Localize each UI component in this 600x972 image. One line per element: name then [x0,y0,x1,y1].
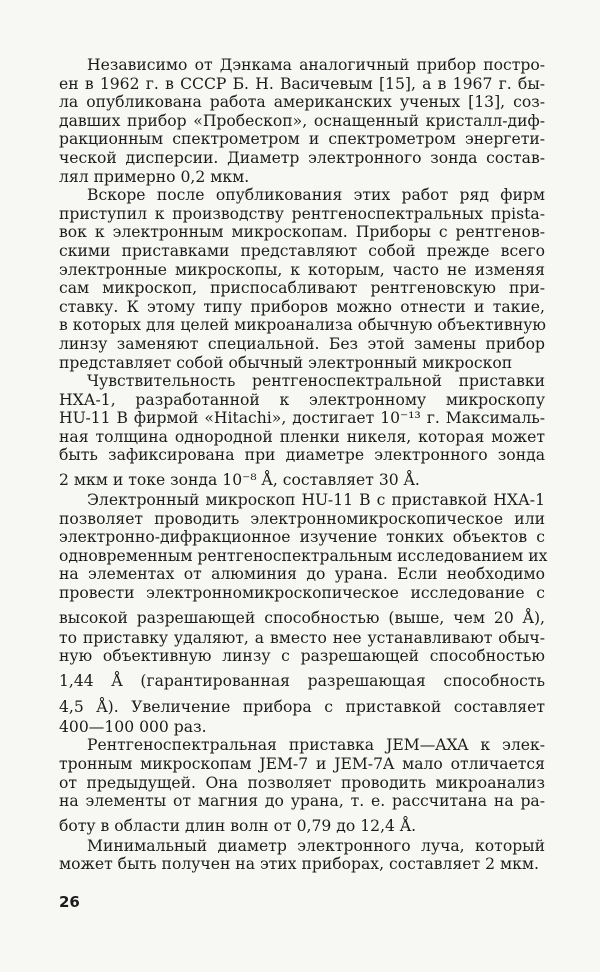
text-line: приступил к производству рентгеноспектральных прista- [59,204,545,223]
text-line: Рентгеноспектральная приставка JEM—AXA к элек- [87,736,545,755]
text-line: одновременным рентгеноспектральным исследованием их [59,546,548,565]
text-line: 2 мкм и токе зонда 10⁻⁸ Å, составляет 30 Å. [59,471,420,490]
text-line: электронно-дифракционное изучение тонких объектов с [59,528,545,547]
text-line: ен в 1962 г. в СССР Б. Н. Васичевым [15], а в 1967 г. бы- [59,74,545,93]
text-line: то приставку удаляют, а вместо нее устанавливают обыч- [59,628,545,647]
text-line: Вскоре после опубликования этих работ ряд фирм [87,186,545,205]
text-line: электронные микроскопы, к которым, часто не изменяя [59,260,545,279]
text-line: 1,44 Å (гарантированная разрешающая способность [59,671,545,690]
text-line: сам микроскоп, приспосабливают рентгеновскую при- [59,279,545,298]
text-line: Независимо от Дэнкама аналогичный прибор постро- [87,56,545,74]
text-line: может быть получен на этих приборах, составляет 2 мкм. [59,855,539,874]
text-line: линзу заменяют специальной. Без этой замены прибор [59,334,545,353]
paragraph [59,491,548,736]
text-line: ла опубликована работа американских ученых [13], соз- [59,93,545,112]
paragraph [59,372,545,491]
text-line: быть зафиксирована при диаметре электронного зонда [59,446,545,465]
text-line: провести электронномикроскопическое исследование с [59,584,545,603]
text-line: скими приставками представляют собой прежде всего [59,241,545,260]
text-line: на элементы от магния до урана, т. е. рассчитана на ра- [59,792,545,811]
text-line: тронным микроскопам JEM-7 и JEM-7A мало отличается [59,755,545,773]
paragraph [59,736,545,836]
text-line: ная толщина однородной пленки никеля, которая может [59,427,545,446]
text-line: HU-11 B фирмой «Hitachi», достигает 10⁻¹³ г. Максималь- [59,409,545,428]
text-line: лял примерно 0,2 мкм. [59,167,250,186]
text-line: 4,5 Å). Увеличение прибора с приставкой составляет [59,697,545,716]
text-line: представляет собой обычный электронный микроскоп [59,353,513,372]
text-line: Минимальный диаметр электронного луча, который [87,836,545,855]
text-line: ракционным спектрометром и спектрометром энергети- [59,130,545,149]
text-line: боту в области длин волн от 0,79 до 12,4 Å. [59,816,417,835]
text-line: от предыдущей. Она позволяет проводить микроанализ [59,773,545,792]
text-line: высокой разрешающей способностью (выше, чем 20 Å), [59,608,545,627]
paragraph [59,56,545,186]
text-line: ную объективную линзу с разрешающей способностью [59,647,545,666]
text-line: Электронный микроскоп HU-11 B с приставкой НХА-1 [87,491,545,510]
text-line: на элементах от алюминия до урана. Если необходимо [59,565,545,584]
text-line: в которых для целей микроанализа обычную объективную [59,316,546,335]
text-line: ставку. К этому типу приборов можно отнести и такие, [59,297,545,316]
text-line: 400—100 000 раз. [59,717,207,736]
paragraph [59,186,545,372]
paragraph [59,837,545,874]
text-line: давших прибор «Пробескоп», оснащенный кристалл-диф- [59,111,545,130]
text-line: НХА-1, разработанной к электронному микроскопу [59,390,545,409]
page-number: 26 [59,893,80,911]
text-line: ческой дисперсии. Диаметр электронного зонда состав- [59,148,545,167]
text-line: Чувствительность рентгеноспектральной приставки [87,372,545,391]
body-text [59,56,548,874]
text-line: позволяет проводить электронномикроскопическое или [59,509,545,528]
text-line: вок к электронным микроскопам. Приборы с рентгенов- [59,223,545,242]
